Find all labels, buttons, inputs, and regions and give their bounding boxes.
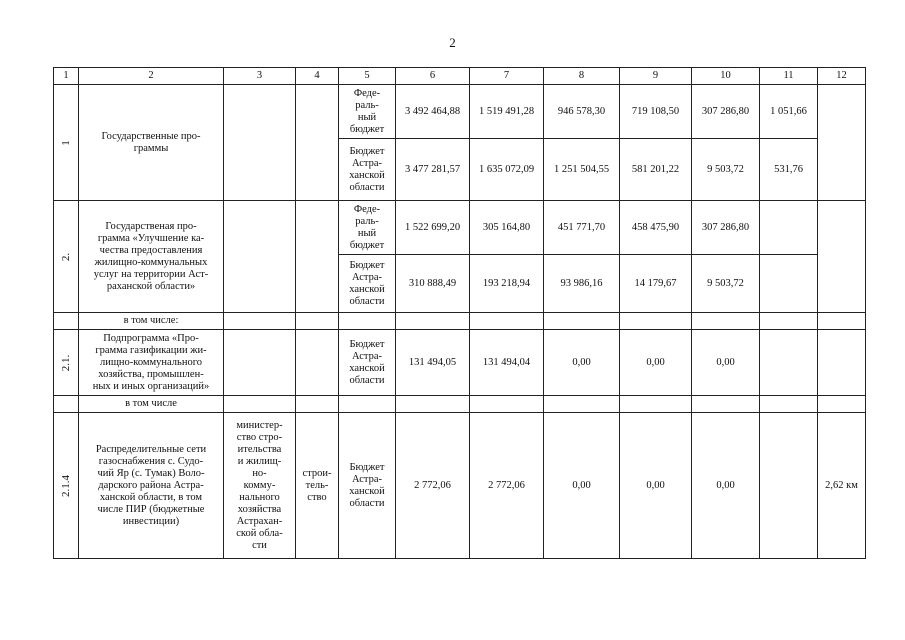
col-header: 1 [54, 68, 79, 85]
value-cell: 9 503,72 [692, 139, 760, 201]
row-number: 2.1. [54, 330, 79, 396]
col-header: 9 [620, 68, 692, 85]
value-cell: 14 179,67 [620, 255, 692, 313]
value-cell: 0,00 [692, 330, 760, 396]
value-cell: 2 772,06 [470, 413, 544, 559]
type-cell [296, 201, 339, 313]
type-cell [296, 85, 339, 201]
table-row [54, 201, 866, 255]
row-number: 1 [54, 85, 79, 201]
funding-source: Бюджет Астра- ханской области [339, 330, 396, 396]
row-number: 2. [54, 201, 79, 313]
value-cell: 1 051,66 [760, 85, 818, 139]
value-cell: 9 503,72 [692, 255, 760, 313]
program-name: Распределительные сети газоснабжения с. Судо- чий Яр (с. Тумак) Воло- дарского района Астра- ханской области, в том числе ПИР (бюджетные инвестиции) [79, 413, 224, 559]
col-header: 4 [296, 68, 339, 85]
value-cell: 1 635 072,09 [470, 139, 544, 201]
value-cell: 0,00 [544, 330, 620, 396]
value-cell: 1 519 491,28 [470, 85, 544, 139]
value-cell: 531,76 [760, 139, 818, 201]
table-row [54, 330, 866, 396]
value-cell: 93 986,16 [544, 255, 620, 313]
value-cell: 719 108,50 [620, 85, 692, 139]
col-header: 2 [79, 68, 224, 85]
capacity-cell: 2,62 км [818, 413, 866, 559]
value-cell: 0,00 [544, 413, 620, 559]
col-header: 11 [760, 68, 818, 85]
executor-cell: министер- ство стро- ительства и жилищ- но- комму- нального хозяйства Астрахан- ской обла- сти [224, 413, 296, 559]
value-cell [760, 201, 818, 255]
subheading-label: в том числе [79, 396, 224, 413]
program-name: Государственные про- граммы [79, 85, 224, 201]
value-cell: 131 494,04 [470, 330, 544, 396]
program-name: Государственая про- грамма «Улучшение ка- чества предоставления жилищно-коммунальных услуг на территории Аст- раханской области» [79, 201, 224, 313]
col-header: 7 [470, 68, 544, 85]
value-cell: 3 477 281,57 [396, 139, 470, 201]
subheading-label: в том числе: [79, 313, 224, 330]
col-header: 10 [692, 68, 760, 85]
value-cell: 1 522 699,20 [396, 201, 470, 255]
type-cell [296, 330, 339, 396]
col-header: 8 [544, 68, 620, 85]
budget-table [53, 67, 866, 559]
col-header: 6 [396, 68, 470, 85]
table-row [54, 413, 866, 559]
value-cell: 1 251 504,55 [544, 139, 620, 201]
value-cell: 307 286,80 [692, 85, 760, 139]
value-cell: 131 494,05 [396, 330, 470, 396]
type-cell: строи- тель- ство [296, 413, 339, 559]
value-cell: 946 578,30 [544, 85, 620, 139]
col-header: 3 [224, 68, 296, 85]
value-cell: 451 771,70 [544, 201, 620, 255]
capacity-cell [818, 201, 866, 313]
header-row [54, 68, 866, 85]
funding-source: Феде- раль- ный бюджет [339, 201, 396, 255]
value-cell [760, 413, 818, 559]
value-cell: 581 201,22 [620, 139, 692, 201]
executor-cell [224, 85, 296, 201]
value-cell: 2 772,06 [396, 413, 470, 559]
value-cell: 0,00 [692, 413, 760, 559]
executor-cell [224, 201, 296, 313]
col-header: 12 [818, 68, 866, 85]
subheading-row [54, 396, 866, 413]
value-cell: 310 888,49 [396, 255, 470, 313]
subheading-row [54, 313, 866, 330]
page-number: 2 [449, 35, 456, 50]
value-cell: 0,00 [620, 330, 692, 396]
funding-source: Бюджет Астра- ханской области [339, 413, 396, 559]
value-cell: 193 218,94 [470, 255, 544, 313]
funding-source: Феде- раль- ный бюджет [339, 85, 396, 139]
row-number [54, 313, 79, 330]
col-header: 5 [339, 68, 396, 85]
funding-source: Бюджет Астра- ханской области [339, 139, 396, 201]
capacity-cell [818, 85, 866, 201]
value-cell [760, 330, 818, 396]
program-name: Подпрограмма «Про- грамма газификации жи- лищно-коммунального хозяйства, промышлен- ных и иных организаций» [79, 330, 224, 396]
value-cell: 0,00 [620, 413, 692, 559]
executor-cell [224, 330, 296, 396]
funding-source: Бюджет Астра- ханской области [339, 255, 396, 313]
table-row [54, 85, 866, 139]
row-number: 2.1.4 [54, 413, 79, 559]
value-cell: 3 492 464,88 [396, 85, 470, 139]
value-cell: 307 286,80 [692, 201, 760, 255]
row-number [54, 396, 79, 413]
value-cell: 305 164,80 [470, 201, 544, 255]
value-cell: 458 475,90 [620, 201, 692, 255]
value-cell [760, 255, 818, 313]
capacity-cell [818, 330, 866, 396]
